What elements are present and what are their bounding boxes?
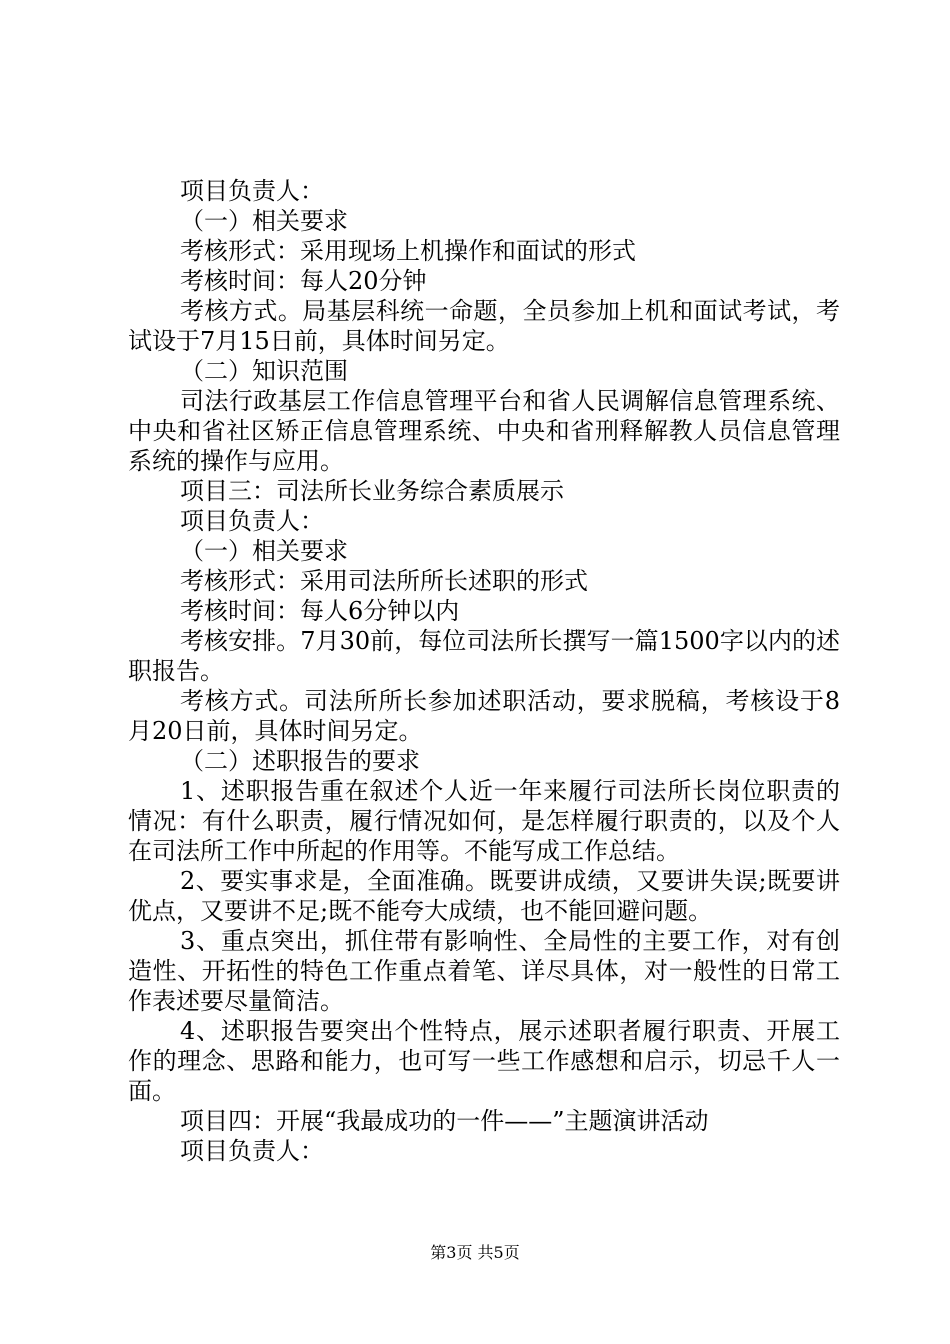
paragraph-exam-method-1: 考核方式。局基层科统一命题，全员参加上机和面试考试，考试设于7月15日前，具体时间另定。: [128, 297, 840, 355]
paragraph-knowledge-heading: （二）知识范围: [180, 357, 348, 385]
paragraph-exam-method-2: 考核方式。司法所所长参加述职活动，要求脱稿，考核设于8月20日前，具体时间另定。: [128, 687, 840, 745]
paragraph-knowledge-scope: 司法行政基层工作信息管理平台和省人民调解信息管理系统、中央和省社区矫正信息管理系统、中央和省刑释解教人员信息管理系统的操作与应用。: [128, 387, 840, 475]
paragraph-exam-form-2: 考核形式：采用司法所所长述职的形式: [180, 567, 588, 595]
paragraph-exam-form-1: 考核形式：采用现场上机操作和面试的形式: [180, 237, 636, 265]
paragraph-project-lead-3: 项目负责人：: [180, 1137, 324, 1165]
paragraph-requirements-heading-2: （一）相关要求: [180, 537, 348, 565]
paragraph-exam-arrangement: 考核安排。7月30前，每位司法所长撰写一篇1500字以内的述职报告。: [128, 627, 840, 685]
paragraph-project-lead-2: 项目负责人：: [180, 507, 324, 535]
paragraph-project-three-title: 项目三：司法所长业务综合素质展示: [180, 477, 564, 505]
paragraph-requirements-heading-1: （一）相关要求: [180, 207, 348, 235]
paragraph-project-four-title: 项目四：开展“我最成功的一件——”主题演讲活动: [180, 1107, 709, 1135]
page-number-footer: 第3页 共5页: [430, 1243, 520, 1262]
paragraph-report-requirement-2: 2、要实事求是，全面准确。既要讲成绩，又要讲失误;既要讲优点，又要讲不足;既不能夸大成绩，也不能回避问题。: [128, 867, 840, 925]
paragraph-report-requirement-4: 4、述职报告要突出个性特点，展示述职者履行职责、开展工作的理念、思路和能力，也可写一些工作感想和启示，切忌千人一面。: [128, 1017, 840, 1105]
paragraph-exam-time-2: 考核时间：每人6分钟以内: [180, 597, 460, 625]
document-body: [128, 176, 840, 1166]
paragraph-report-requirement-3: 3、重点突出，抓住带有影响性、全局性的主要工作，对有创造性、开拓性的特色工作重点着笔、详尽具体，对一般性的日常工作表述要尽量简洁。: [128, 927, 840, 1015]
paragraph-report-requirements-heading: （二）述职报告的要求: [180, 747, 420, 775]
paragraph-exam-time-1: 考核时间：每人20分钟: [180, 267, 427, 295]
paragraph-project-lead-1: 项目负责人：: [180, 177, 324, 205]
paragraph-report-requirement-1: 1、述职报告重在叙述个人近一年来履行司法所长岗位职责的情况：有什么职责，履行情况如何，是怎样履行职责的，以及个人在司法所工作中所起的作用等。不能写成工作总结。: [128, 777, 840, 865]
